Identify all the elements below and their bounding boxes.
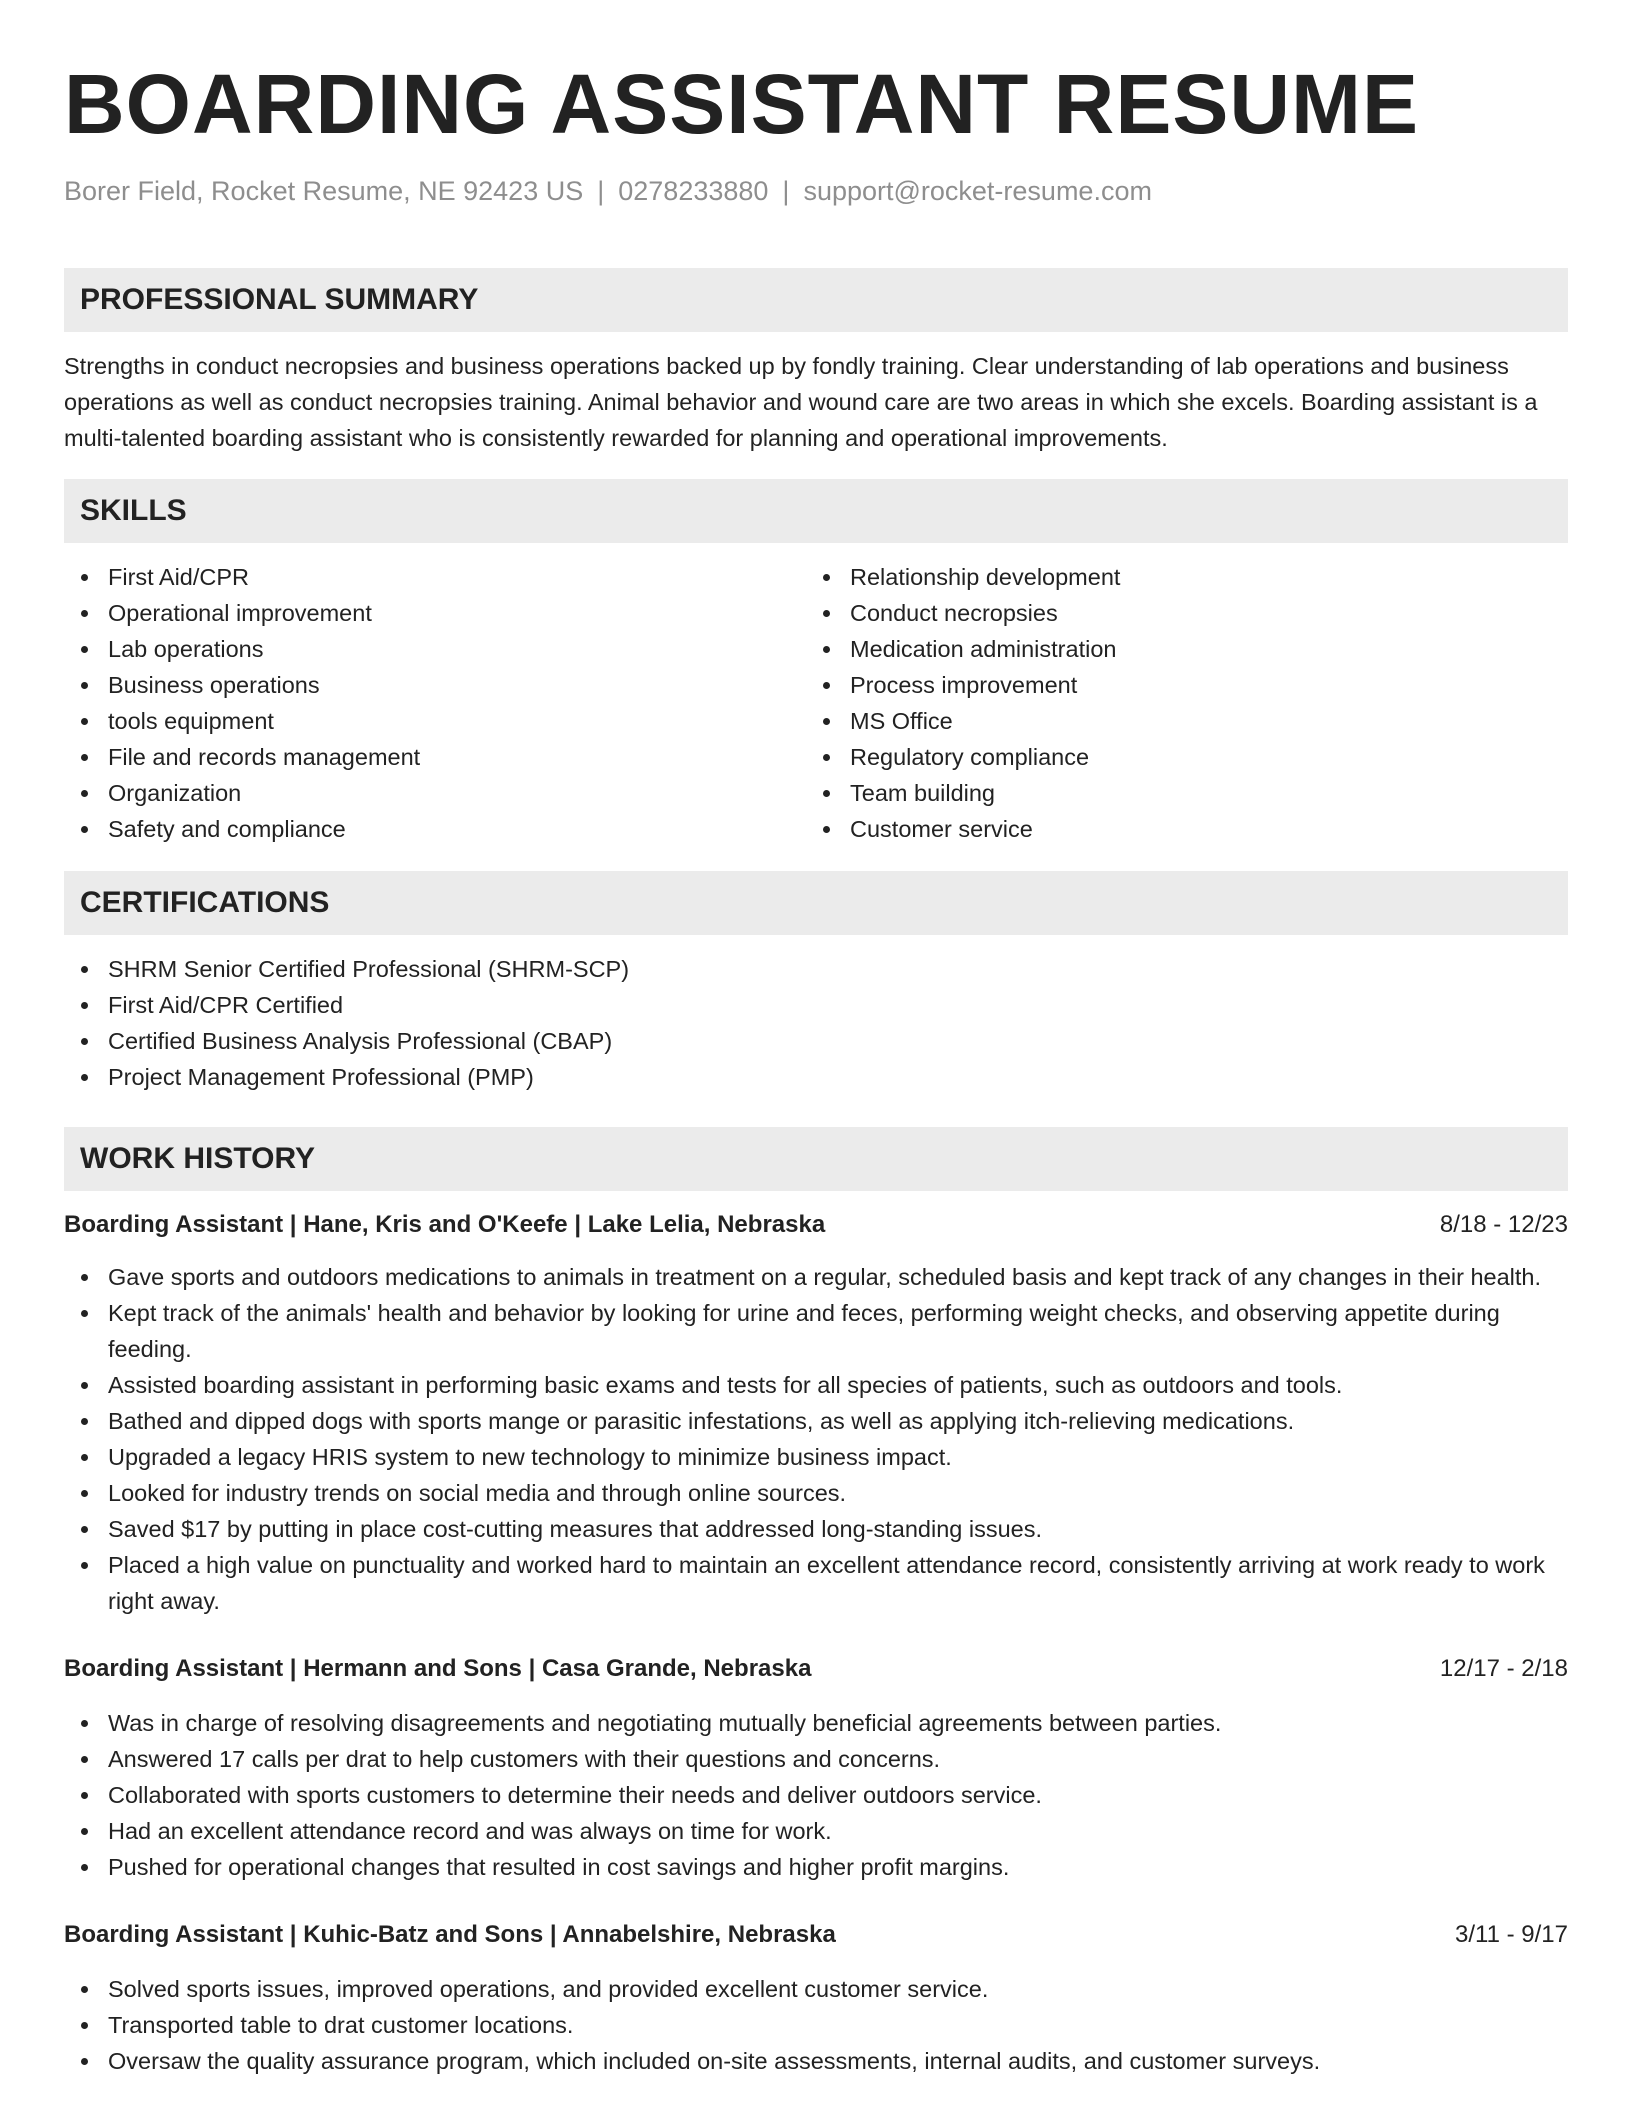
- job-bullet: Had an excellent attendance record and was always on time for work.: [64, 1813, 1568, 1849]
- job-bullet: Transported table to drat customer locations.: [64, 2007, 1568, 2043]
- job-bullet: Kept track of the animals' health and behavior by looking for urine and feces, performing weight checks, and observing appetite during feeding.: [64, 1295, 1568, 1367]
- job-bullet: Was in charge of resolving disagreements and negotiating mutually beneficial agreements between parties.: [64, 1705, 1568, 1741]
- job-header: [64, 1651, 1568, 1687]
- skill-item: Operational improvement: [64, 595, 806, 631]
- skills-column-right: [806, 559, 1548, 847]
- job-bullets: [64, 1259, 1568, 1619]
- job-bullet: Looked for industry trends on social media and through online sources.: [64, 1475, 1568, 1511]
- skill-item: tools equipment: [64, 703, 806, 739]
- skill-item: Relationship development: [806, 559, 1548, 595]
- certification-item: First Aid/CPR Certified: [64, 987, 1568, 1023]
- skill-item: Safety and compliance: [64, 811, 806, 847]
- contact-phone: 0278233880: [618, 176, 769, 206]
- job-title: Boarding Assistant | Hermann and Sons | Casa Grande, Nebraska: [64, 1655, 812, 1682]
- job-bullet: Bathed and dipped dogs with sports mange or parasitic infestations, as well as applying itch-relieving medications.: [64, 1403, 1568, 1439]
- contact-separator: |: [597, 176, 605, 206]
- skill-item: File and records management: [64, 739, 806, 775]
- job-header: [64, 1207, 1568, 1243]
- resume-title: BOARDING ASSISTANT RESUME: [64, 57, 1420, 151]
- job-bullet: Collaborated with sports customers to determine their needs and deliver outdoors service.: [64, 1777, 1568, 1813]
- job-dates: 8/18 - 12/23: [1439, 1211, 1568, 1238]
- section-heading-skills: SKILLS: [64, 479, 1568, 543]
- job-bullet: Upgraded a legacy HRIS system to new technology to minimize business impact.: [64, 1439, 1568, 1475]
- section-heading-work-history: WORK HISTORY: [64, 1127, 1568, 1191]
- section-heading-summary: PROFESSIONAL SUMMARY: [64, 268, 1568, 332]
- job-dates: 3/11 - 9/17: [1455, 1921, 1568, 1948]
- contact-address: Borer Field, Rocket Resume, NE 92423 US: [64, 176, 584, 206]
- contact-separator: |: [782, 176, 790, 206]
- certification-item: Certified Business Analysis Professional (CBAP): [64, 1023, 1568, 1059]
- skills-column-left: [64, 559, 806, 847]
- job-title: Boarding Assistant | Kuhic-Batz and Sons | Annabelshire, Nebraska: [64, 1921, 836, 1948]
- skill-item: Medication administration: [806, 631, 1548, 667]
- skill-item: Organization: [64, 775, 806, 811]
- job-bullets: [64, 1971, 1568, 2079]
- contact-line: [64, 174, 1568, 208]
- skill-item: Conduct necropsies: [806, 595, 1548, 631]
- resume-page: [64, 0, 1568, 2079]
- job-dates: 12/17 - 2/18: [1439, 1655, 1568, 1682]
- job-bullet: Solved sports issues, improved operations, and provided excellent customer service.: [64, 1971, 1568, 2007]
- job-bullet: Oversaw the quality assurance program, which included on-site assessments, internal audits, and customer surveys.: [64, 2043, 1568, 2079]
- job-bullet: Saved $17 by putting in place cost-cutting measures that addressed long-standing issues.: [64, 1511, 1568, 1547]
- certification-item: Project Management Professional (PMP): [64, 1059, 1568, 1095]
- skill-item: First Aid/CPR: [64, 559, 806, 595]
- skill-item: Customer service: [806, 811, 1548, 847]
- job-bullet: Pushed for operational changes that resulted in cost savings and higher profit margins.: [64, 1849, 1568, 1885]
- contact-email: support@rocket-resume.com: [803, 176, 1152, 206]
- job-title: Boarding Assistant | Hane, Kris and O'Keefe | Lake Lelia, Nebraska: [64, 1211, 826, 1238]
- job-bullet: Placed a high value on punctuality and worked hard to maintain an excellent attendance record, consistently arriving at work ready to work right away.: [64, 1547, 1568, 1619]
- job-bullet: Assisted boarding assistant in performing basic exams and tests for all species of patients, such as outdoors and tools.: [64, 1367, 1568, 1403]
- job-bullet: Answered 17 calls per drat to help customers with their questions and concerns.: [64, 1741, 1568, 1777]
- section-heading-certifications: CERTIFICATIONS: [64, 871, 1568, 935]
- skill-item: Regulatory compliance: [806, 739, 1548, 775]
- skill-item: Process improvement: [806, 667, 1548, 703]
- summary-text: Strengths in conduct necropsies and business operations backed up by fondly training. Clear understanding of lab operations and business operations as well as conduct necropsies training. Animal behavior and wound care are two areas in which she excels. Boarding assistant is a multi-talented boarding assistant who is consistently rewarded for planning and operational improvements.: [64, 353, 1538, 451]
- job-bullets: [64, 1705, 1568, 1885]
- skills-list: [64, 559, 1568, 847]
- skill-item: Business operations: [64, 667, 806, 703]
- job-bullet: Gave sports and outdoors medications to animals in treatment on a regular, scheduled basis and kept track of any changes in their health.: [64, 1259, 1568, 1295]
- job-header: [64, 1917, 1568, 1953]
- certification-item: SHRM Senior Certified Professional (SHRM-SCP): [64, 951, 1568, 987]
- skill-item: Lab operations: [64, 631, 806, 667]
- certifications-list: [64, 951, 1568, 1095]
- skill-item: Team building: [806, 775, 1548, 811]
- skill-item: MS Office: [806, 703, 1548, 739]
